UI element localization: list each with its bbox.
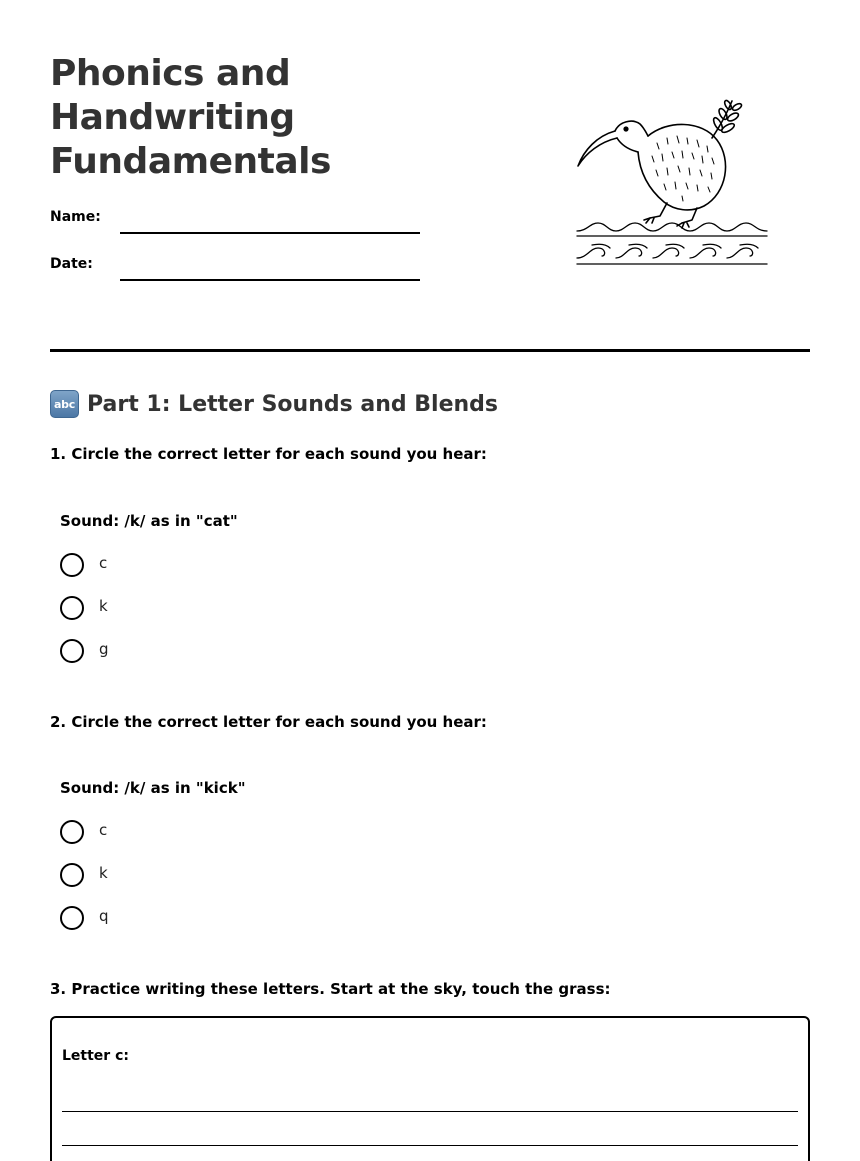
circle-option-icon[interactable]: [60, 639, 84, 663]
option-label: k: [99, 864, 108, 882]
date-label: Date:: [50, 256, 93, 272]
circle-option-icon[interactable]: [60, 820, 84, 844]
question-1-option-c[interactable]: [60, 552, 107, 578]
question-1-sound: Sound: /k/ as in "cat": [60, 512, 238, 530]
question-1-option-k[interactable]: [60, 595, 108, 621]
question-2-option-k[interactable]: [60, 862, 108, 888]
circle-option-icon[interactable]: [60, 863, 84, 887]
circle-option-icon[interactable]: [60, 553, 84, 577]
page-title: [50, 52, 410, 184]
circle-option-icon[interactable]: [60, 906, 84, 930]
kiwi-bird-illustration: [572, 98, 772, 273]
option-label: k: [99, 597, 108, 615]
question-2-option-q[interactable]: [60, 905, 109, 931]
date-write-line[interactable]: [120, 279, 420, 281]
question-2-sound: Sound: /k/ as in "kick": [60, 779, 246, 797]
title-line-1: Phonics and: [50, 53, 291, 94]
worksheet-header: [50, 0, 810, 352]
question-2-option-c[interactable]: [60, 819, 107, 845]
handwriting-practice-box: [50, 1016, 810, 1161]
circle-option-icon[interactable]: [60, 596, 84, 620]
abc-icon: abc: [50, 390, 79, 418]
date-field[interactable]: [50, 256, 420, 286]
name-field[interactable]: [50, 209, 420, 239]
section-title-text: Part 1: Letter Sounds and Blends: [87, 391, 499, 417]
option-label: c: [99, 821, 108, 839]
name-label: Name:: [50, 209, 101, 225]
option-label: g: [99, 640, 109, 658]
worksheet-page: [50, 0, 810, 1064]
question-1-prompt: 1. Circle the correct letter for each sound you hear:: [50, 445, 487, 463]
letter-c-label: Letter c:: [62, 1048, 129, 1064]
header-divider: [50, 349, 810, 352]
question-3-prompt: 3. Practice writing these letters. Start at the sky, touch the grass:: [50, 980, 611, 998]
question-2-prompt: 2. Circle the correct letter for each sound you hear:: [50, 713, 487, 731]
handwriting-guide-line[interactable]: [62, 1145, 798, 1146]
name-write-line[interactable]: [120, 232, 420, 234]
handwriting-guide-line[interactable]: [62, 1111, 798, 1112]
option-label: c: [99, 554, 108, 572]
question-1-option-g[interactable]: [60, 638, 109, 664]
title-line-3: Fundamentals: [50, 141, 331, 182]
title-line-2: Handwriting: [50, 97, 295, 138]
option-label: q: [99, 907, 109, 925]
section-heading: [50, 388, 498, 420]
